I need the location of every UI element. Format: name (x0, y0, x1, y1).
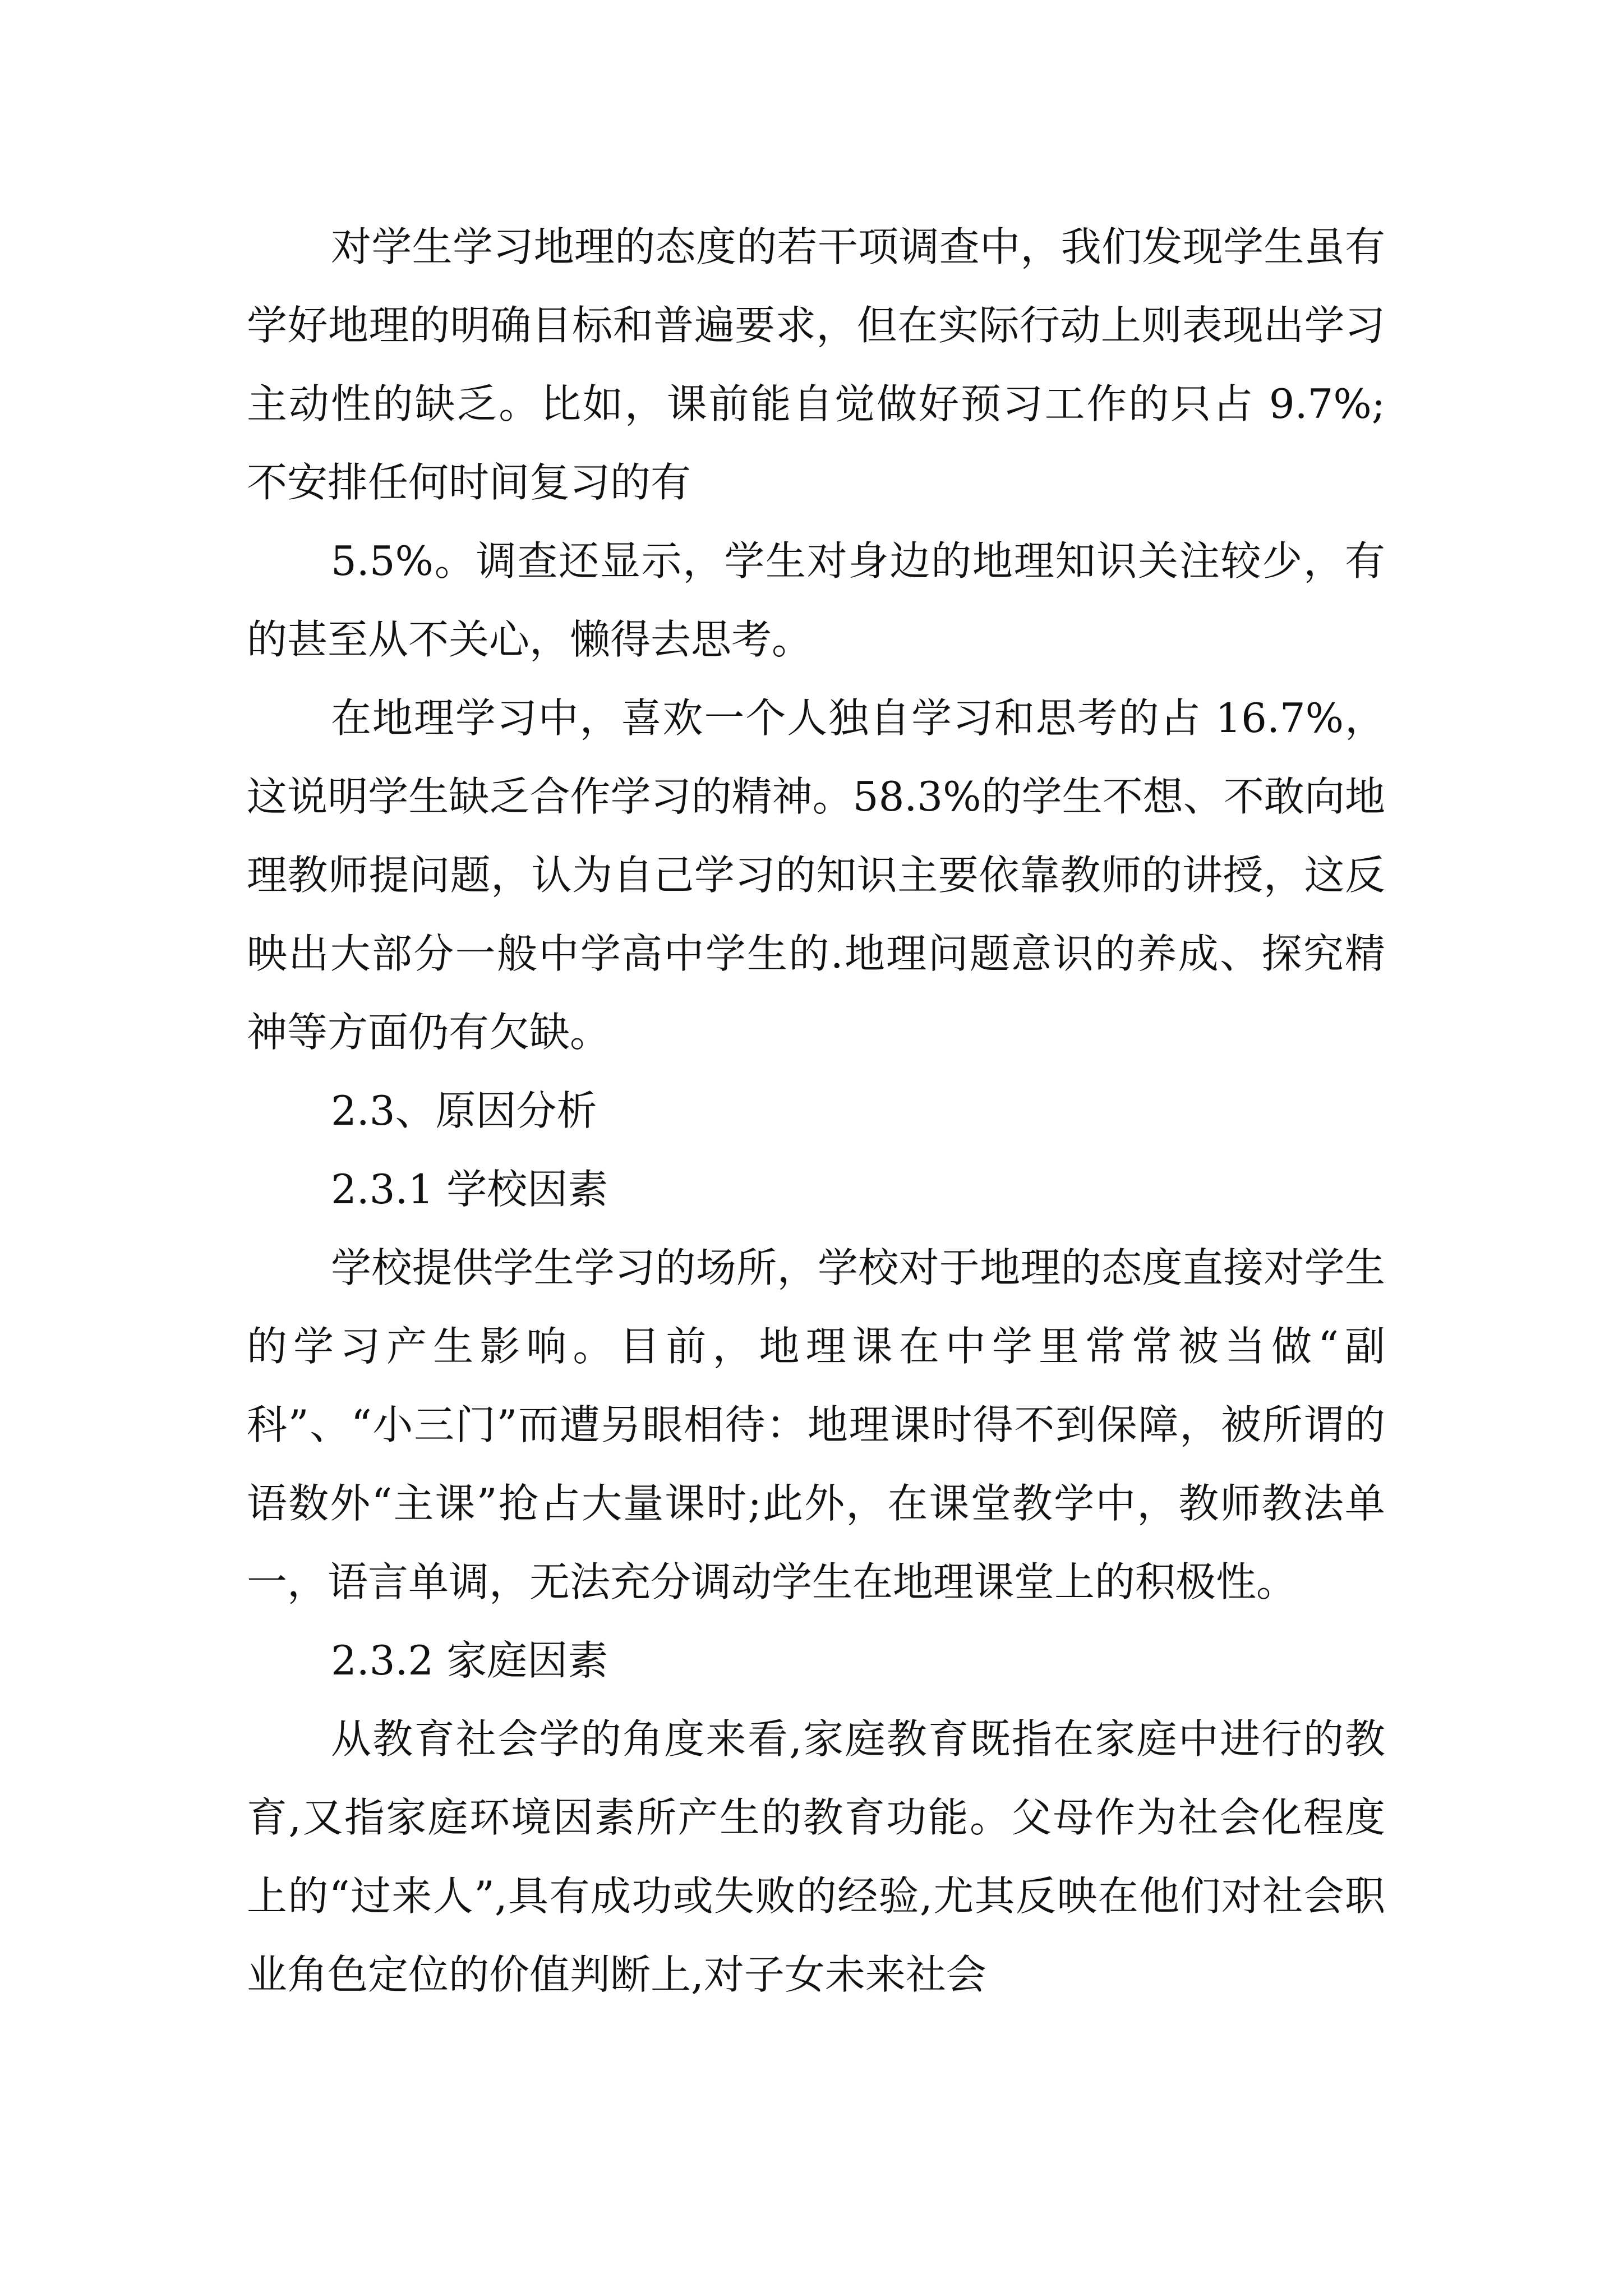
paragraph-family-factors: 从教育社会学的角度来看,家庭教育既指在家庭中进行的教育,又指家庭环境因素所产生的教育功能。父母作为社会化程度上的“过来人”,具有成功或失败的经验,尤其反映在他们对社会职业角色定位的价值判断上,对子女未来社会 (247, 1715, 1385, 1998)
heading-family-factors: 2.3.2 家庭因素 (331, 1637, 608, 1684)
heading-cause-analysis: 2.3、原因分析 (331, 1087, 597, 1134)
paragraph-school-factors: 学校提供学生学习的场所，学校对于地理的态度直接对学生的学习产生影响。目前，地理课在中学里常常被当做“副科”、“小三门”而遭另眼相待：地理课时得不到保障，被所谓的语数外“主课”抢占大量课时;此外，在课堂教学中，教师教法单一，语言单调，无法充分调动学生在地理课堂上的积极性。 (247, 1244, 1385, 1605)
body-text (247, 208, 1385, 2014)
paragraph-cooperative-learning: 在地理学习中，喜欢一个人独自学习和思考的占 16.7%，这说明学生缺乏合作学习的精神。58.3%的学生不想、不敢向地理教师提问题，认为自己学习的知识主要依靠教师的讲授，这反映出大部分一般中学高中学生的.地理问题意识的养成、探究精神等方面仍有欠缺。 (247, 694, 1385, 1056)
heading-school-factors: 2.3.1 学校因素 (331, 1166, 608, 1213)
paragraph-survey-attitude: 对学生学习地理的态度的若干项调查中，我们发现学生虽有学好地理的明确目标和普遍要求，但在实际行动上则表现出学习主动性的缺乏。比如，课前能自觉做好预习工作的只占 9.7%;不安排任何时间复习的有 (247, 223, 1385, 506)
paragraph-survey-continued: 5.5%。调查还显示，学生对身边的地理知识关注较少，有的甚至从不关心，懒得去思考。 (247, 537, 1385, 663)
